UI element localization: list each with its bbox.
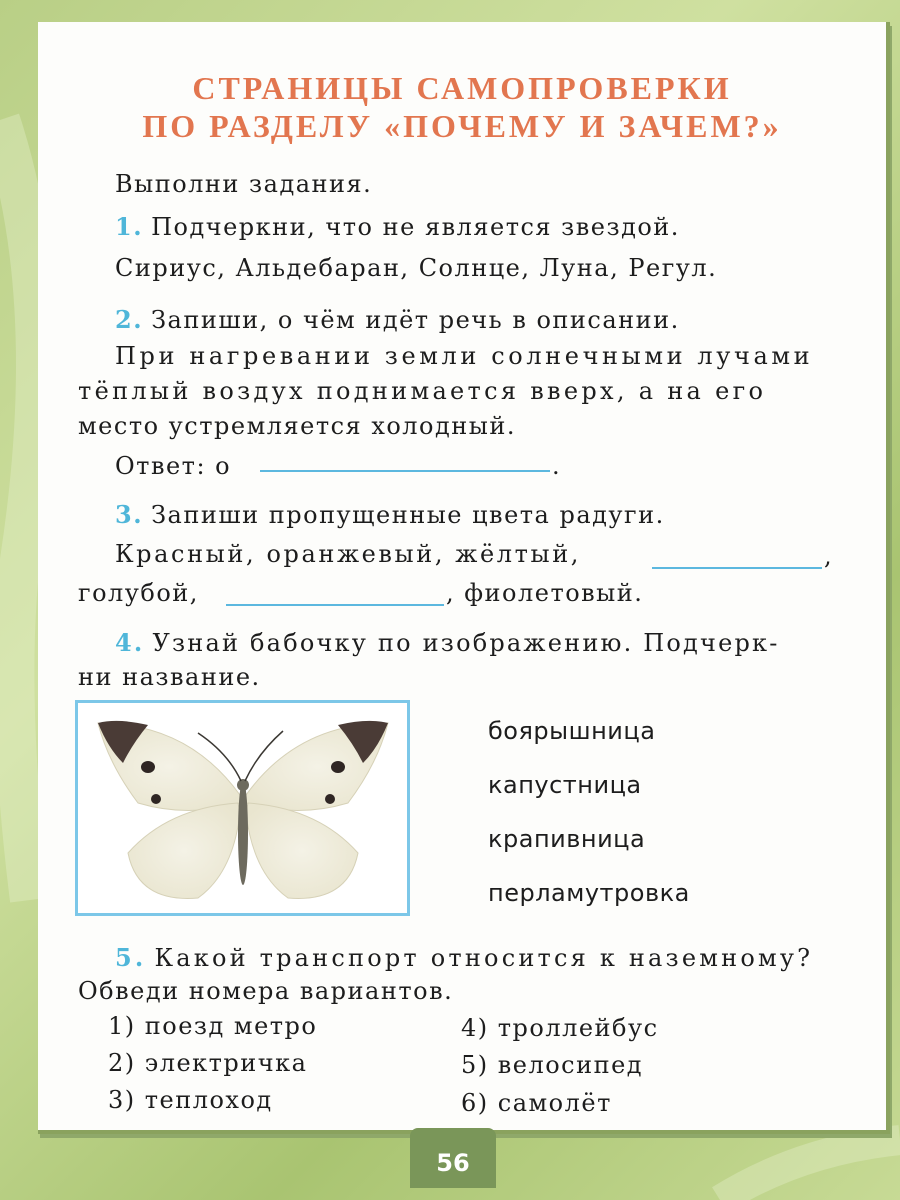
workbook-page xyxy=(38,22,890,1134)
task5-question-text: Какой транспорт относится к наземному? xyxy=(154,944,814,972)
task4-option-3[interactable]: крапивница xyxy=(488,825,646,853)
task5-number: 5. xyxy=(115,943,147,972)
task3-question-text: Запиши пропущенные цвета радуги. xyxy=(151,501,665,529)
task2-question xyxy=(115,305,680,334)
task3-number: 3. xyxy=(115,500,144,529)
task2-description-line1: При нагревании земли солнечными лучами xyxy=(115,342,814,370)
task5-option-5[interactable]: 5) велосипед xyxy=(461,1051,644,1079)
task4-question-text: Узнай бабочку по изображению. Подчерк- xyxy=(152,629,780,657)
task4-question-line1 xyxy=(115,628,780,657)
task2-description-line2: тёплый воздух поднимается вверх, а на его xyxy=(78,377,767,405)
task4-option-1[interactable]: боярышница xyxy=(488,717,656,745)
task1-number: 1. xyxy=(115,212,144,241)
task5-question-line2: Обведи номера вариантов. xyxy=(78,977,454,1005)
task5-option-2[interactable]: 2) электричка xyxy=(108,1049,308,1077)
task2-answer-prefix: Ответ: о xyxy=(115,452,232,480)
task3-answer-line-1[interactable] xyxy=(652,567,822,569)
task4-number: 4. xyxy=(115,628,145,657)
task5-option-6[interactable]: 6) самолёт xyxy=(461,1089,612,1117)
task2-description-line3: место устремляется холодный. xyxy=(78,412,516,440)
task3-comma: , xyxy=(824,542,834,570)
butterfly-image xyxy=(78,703,407,913)
page-title-line2: ПО РАЗДЕЛУ «ПОЧЕМУ И ЗАЧЕМ?» xyxy=(142,108,782,144)
task1-question-text: Подчеркни, что не является звездой. xyxy=(151,213,680,241)
task2-answer-line[interactable] xyxy=(260,470,550,472)
task2-question-text: Запиши, о чём идёт речь в описании. xyxy=(151,306,680,334)
butterfly-photo-frame xyxy=(75,700,410,916)
task3-question xyxy=(115,500,665,529)
task3-colors-line2-start: голубой, xyxy=(78,579,199,607)
task3-answer-line-2[interactable] xyxy=(226,604,444,606)
task4-option-2[interactable]: капустница xyxy=(488,771,642,799)
task1-items[interactable]: Сириус, Альдебаран, Солнце, Луна, Регул. xyxy=(115,254,718,282)
task3-colors-line2-end: , фиолетовый. xyxy=(446,579,644,607)
page-number-tab: 56 xyxy=(410,1128,496,1188)
task4-option-4[interactable]: перламутровка xyxy=(488,879,690,907)
intro-text: Выполни задания. xyxy=(115,170,373,198)
task3-colors-line1: Красный, оранжевый, жёлтый, xyxy=(115,540,582,568)
task5-option-1[interactable]: 1) поезд метро xyxy=(108,1012,318,1040)
task2-number: 2. xyxy=(115,305,144,334)
task5-question-line1 xyxy=(115,943,813,972)
task2-answer-suffix: . xyxy=(552,452,562,480)
task1-question xyxy=(115,212,680,241)
task4-question-line2: ни название. xyxy=(78,663,261,691)
task5-option-4[interactable]: 4) троллейбус xyxy=(461,1014,659,1042)
task5-option-3[interactable]: 3) теплоход xyxy=(108,1086,273,1114)
page-title-line1: СТРАНИЦЫ САМОПРОВЕРКИ xyxy=(192,70,732,106)
